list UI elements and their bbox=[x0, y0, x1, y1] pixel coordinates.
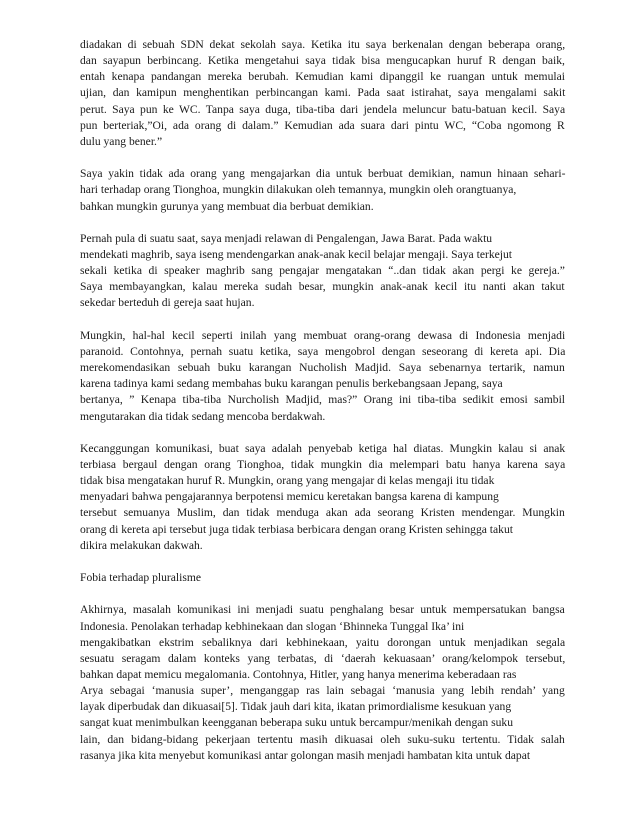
text-line: pun berteriak,”Oi, ada orang di dalam.” Kemudian ada suara dari pintu WC, “Coba ngomong R bbox=[80, 118, 565, 132]
text-line: bahkan dapat memicu megalomania. Contohnya, Hitler, yang hanya menerima keberadaan ras bbox=[80, 668, 517, 681]
text-line: Akhirnya, masalah komunikasi ini menjadi suatu penghalang besar untuk mempersatukan bangsa bbox=[80, 603, 565, 617]
text-line: sesuatu seragam dalam konteks yang terbatas, di ‘daerah kekuasaan’ orang/kelompok tersebut, bbox=[80, 651, 566, 665]
text-line: Mungkin, hal-hal kecil seperti inilah yang membuat orang-orang dewasa di Indonesia menjadi bbox=[80, 328, 566, 342]
text-line: dulu yang bener.” bbox=[80, 134, 163, 148]
text-line: dikira melakukan dakwah. bbox=[80, 538, 203, 552]
text-line: Pernah pula di suatu saat, saya menjadi relawan di Pengalengan, Jawa Barat. Pada waktu bbox=[80, 231, 493, 245]
text-line: perut. Saya pun ke WC. Tanpa saya duga, tiba-tiba dari jendela meluncur batu-batuan kecil. Saya bbox=[80, 102, 566, 116]
text-line: Saya yakin tidak ada orang yang mengajarkan dia untuk berbuat demikian, namun hinaan sehari- bbox=[80, 167, 566, 181]
text-line: bertanya, ” Kenapa tiba-tiba Nurcholish Madjid, mas?” Orang ini tiba-tiba sedikit emosi sambil bbox=[80, 393, 566, 407]
text-line: mendekati maghrib, saya iseng mendengarkan anak-anak kecil belajar mengaji. Saya terkejut bbox=[80, 248, 513, 261]
text-line: diadakan di sebuah SDN dekat sekolah saya. Ketika itu saya berkenalan dengan beberapa orang, bbox=[80, 38, 566, 51]
text-line: orang di kereta api tersebut juga tidak terbiasa berbicara dengan orang Kristen sehingga takut bbox=[80, 522, 513, 536]
text-line: merekomendasikan sebuah buku karangan Nucholish Madjid. Saya sebenarnya tertarik, namun bbox=[80, 361, 565, 375]
text-line: hari terhadap orang Tionghoa, mungkin dilakukan oleh temannya, mungkin oleh orangtuanya, bbox=[80, 183, 517, 197]
text-line: ujian, dan kamipun menghentikan perbincangan kami. Pada saat istirahat, saya mengalami sakit bbox=[80, 86, 566, 100]
paragraph bbox=[80, 602, 565, 764]
paragraph bbox=[80, 166, 565, 214]
text-line: entah kenapa pandangan mereka berubah. Kemudian kami dipanggil ke ruangan untuk memulai bbox=[80, 70, 565, 84]
paragraph bbox=[80, 231, 565, 312]
text-line: rasanya jika kita menyebut komunikasi antar golongan masih menjadi hambatan kita untuk dapat bbox=[80, 748, 531, 762]
text-line: mengutarakan dia tidak sedang mencoba berdakwah. bbox=[80, 409, 326, 423]
text-line: karena tadinya kami sedang membahas buku karangan penulis berkebangsaan Jepang, saya bbox=[80, 377, 503, 391]
text-line: sekedar berteduh di gereja saat hujan. bbox=[80, 296, 255, 310]
text-line: paranoid. Contohnya, pernah suatu ketika, saya mengobrol dengan seseorang di kereta api. Dia bbox=[80, 344, 566, 358]
paragraph bbox=[80, 441, 565, 554]
text-line: dan sayapun berbincang. Ketika mengetahui saya tidak bisa mengucapkan huruf R dengan baik, bbox=[80, 54, 565, 68]
text-line: Indonesia. Penolakan terhadap kebhinekaan dan slogan ‘Bhinneka Tunggal Ika’ ini bbox=[80, 619, 465, 633]
text-line: bahkan mungkin gurunya yang membuat dia berbuat demikian. bbox=[80, 199, 374, 213]
document-body bbox=[80, 37, 565, 780]
paragraph bbox=[80, 37, 565, 150]
text-line: terbiasa bergaul dengan orang Tionghoa, tidak mungkin dia melempari batu hanya karena saya bbox=[80, 458, 566, 471]
text-line: Fobia terhadap pluralisme bbox=[80, 571, 202, 585]
text-line: sekali ketika di speaker maghrib sang pengajar mengatakan “..dan tidak akan pergi ke gereja.” bbox=[80, 264, 565, 278]
text-line: mengakibatkan ekstrim sebaliknya dari kebhinekaan, yaitu dorongan untuk menjadikan segala bbox=[80, 635, 566, 649]
text-line: lain, dan bidang-bidang pekerjaan tertentu masih dikuasai oleh suku-suku tertentu. Tidak salah bbox=[80, 732, 565, 746]
text-line: Arya sebagai ‘manusia super’, menganggap ras lain sebagai ‘manusia yang lebih rendah’ yang bbox=[80, 684, 565, 698]
text-line: tidak bisa mengatakan huruf R. Mungkin, orang yang mengajar di kelas mengaji itu tidak bbox=[80, 474, 495, 488]
paragraph bbox=[80, 328, 565, 425]
section-heading bbox=[80, 570, 565, 586]
text-line: layak diperbudak dan dikuasai[5]. Tidak jauh dari kita, ikatan primordialisme kesukuan yang bbox=[80, 700, 512, 714]
text-line: Saya membayangkan, kalau mereka sudah besar, mungkin anak-anak kecil itu nanti akan takut bbox=[80, 280, 565, 294]
text-line: sangat kuat menimbulkan keengganan beberapa suku untuk bercampur/menikah dengan suku bbox=[80, 716, 514, 730]
text-line: tersebut semuanya Muslim, dan tidak menduga akan ada seorang Kristen mendengar. Mungkin bbox=[80, 506, 565, 520]
text-line: menyadari bahwa pengajarannya berpotensi memicu keretakan bangsa karena di kampung bbox=[80, 490, 499, 504]
text-line: Kecanggungan komunikasi, buat saya adalah penyebab ketiga hal diatas. Mungkin kalau si anak bbox=[80, 441, 566, 455]
